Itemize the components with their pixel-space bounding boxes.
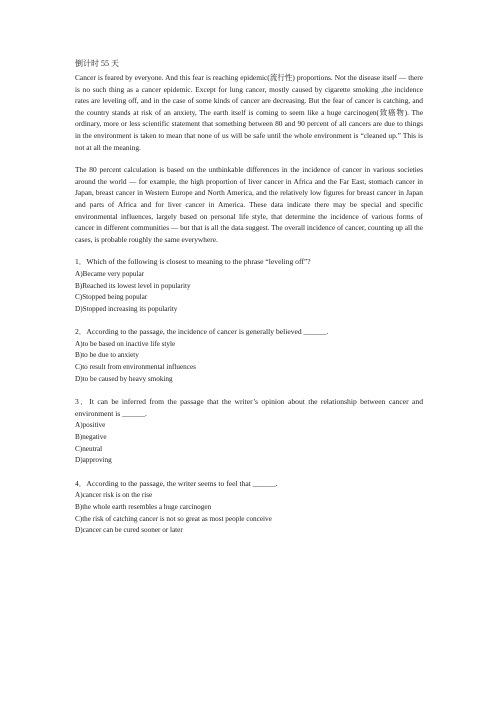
document-page: [75, 58, 423, 537]
question-4: [75, 478, 423, 537]
option-a: A)Became very popular: [75, 269, 145, 278]
page-heading: 倒计时 55 天: [75, 59, 119, 68]
question-stem: 4．According to the passage, the writer seems to feel that ______.: [75, 478, 278, 488]
question-stem: 3．It can be inferred from the passage that the writer’s opinion about the relationship between cancer and environment is ______.: [75, 397, 423, 418]
option-d: D)to be caused by heavy smoking: [75, 374, 173, 383]
option-b: B)to be due to anxiety: [75, 351, 139, 360]
option-d: D)approving: [75, 456, 112, 465]
option-c: C)to result from environmental influences: [75, 363, 196, 372]
passage-paragraph-1: Cancer is feared by everyone. And this fear is reaching epidemic(流行性) proportions. Not the disease itself — there is no such thing as a cancer epidemic. Except for lung cancer, mostly caused by cigarette smoking ,the incidence rates are leveling off, and in the case of some kinds of cancer are decreasing. But the fear of cancer is catching, and the country stands at risk of an anxiety, The earth itself is coming to seem like a huge carcinogen(致癌物). The ordinary, more or less scientific statement that something between 80 and 90 percent of all cancers are due to things in the environment is taken to mean that none of us will be safe until the whole environment is “cleaned up.” This is not at all the meaning.: [75, 73, 423, 152]
option-a: A)to be based on inactive life style: [75, 339, 176, 348]
passage-paragraph-2: The 80 percent calculation is based on the unthinkable differences in the incidence of cancer in various societies around the world — for example, the high proportion of liver cancer in Africa and the Far East, stomach cancer in Japan, breast cancer in Western Europe and North America, and the relatively low figures for breast cancer in Japan and parts of Africa and for liver cancer in America. These data indicate there may be special and specific environmental influences, largely based on personal life style, that determine the incidence of various forms of cancer in different communities — but that is all the data suggest. The overall incidence of cancer, counting up all the cases, is probable roughly the same everywhere.: [75, 165, 423, 244]
option-c: C)Stopped being popular: [75, 293, 148, 302]
option-a: A)positive: [75, 421, 106, 430]
option-d: D)Stopped increasing its popularity: [75, 304, 178, 313]
option-b: B)negative: [75, 433, 107, 442]
question-3: [75, 396, 423, 467]
option-c: C)the risk of catching cancer is not so great as most people conceive: [75, 514, 272, 523]
option-a: A)cancer risk is on the rise: [75, 491, 153, 500]
question-stem: 1．Which of the following is closest to meaning to the phrase “leveling off”?: [75, 257, 311, 267]
question-2: [75, 326, 423, 385]
question-stem: 2．According to the passage, the incidence of cancer is generally believed ______.: [75, 327, 329, 337]
option-d: D)cancer can be cured sooner or later: [75, 526, 183, 535]
option-c: C)neutral: [75, 444, 103, 453]
option-b: B)Reached its lowest level in popularity: [75, 281, 191, 290]
question-1: [75, 256, 423, 315]
option-b: B)the whole earth resembles a huge carcinogen: [75, 503, 212, 511]
